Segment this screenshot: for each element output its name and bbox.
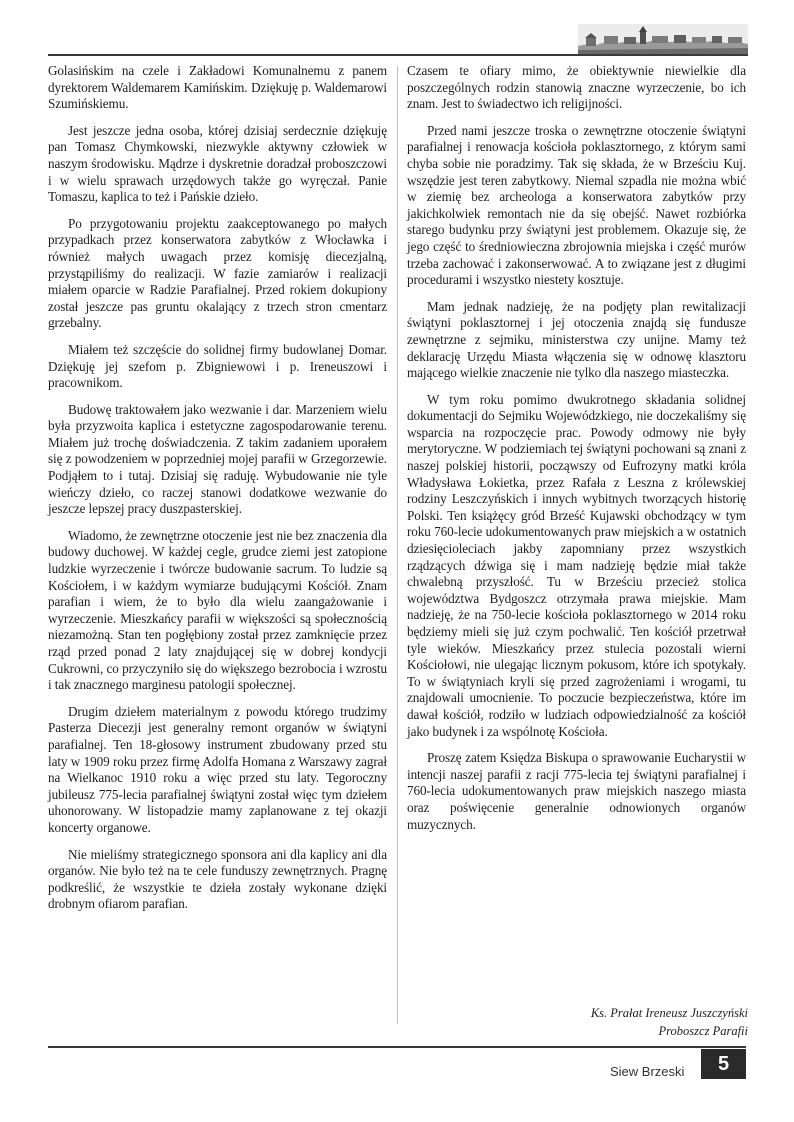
footer-rule (48, 1046, 746, 1048)
header-rule (48, 54, 748, 56)
paragraph: Nie mieliśmy strategicznego sponsora ani dla kaplicy ani dla organów. Nie było też na te cele funduszy zewnętrznych. Pragnę podkreślić, że wszystkie te dzieła zostały wykonane dzięki drobnym ofiarom parafian. (48, 846, 387, 912)
header-photo (578, 24, 748, 54)
signature (591, 1004, 748, 1040)
right-column (407, 63, 746, 833)
paragraph: Drugim dziełem materialnym z powodu którego trudzimy Pasterza Diecezji jest generalny remont organów w świątyni parafialnej. Ten 18-głosowy instrument zbudowany przed stu laty w 1909 roku przez firmę Adolfa Homana z Warszawy zagrał na Wielkanoc 1910 roku a więc przed stu laty. Tegoroczny jubileusz 775-lecia parafialnej świątyni został więc tym dziełem uhonorowany. W listopadzie mamy zaplanowane z tej okazji koncerty organowe. (48, 703, 387, 835)
signature-name: Ks. Prałat Ireneusz Juszczyński (590, 1006, 748, 1020)
paragraph: W tym roku pomimo dwukrotnego składania solidnej dokumentacji do Sejmiku Wojewódzkiego, nie doczekaliśmy się wsparcia na rozpoczęcie prac. Powody odmowy nie były merytoryczne. W podziemiach tej świątyni pochowani są znani z naszej polskiej historii, począwszy od Eufrozyny matki króla Władysława Łokietka, przez Rafała z Leszna z królewskiej rodziny Leszczyńskich i innych wybitnych tworzących historię Polski. Ten książęcy gród Brześć Kujawski obchodzący w tym roku 760-lecie udokumentowanych praw miejskich a w ostatnich dziesięcioleciach jakby zapomniany przez wszystkich rządzących dźwiga się i mam nadzieję będzie miał także chwalebną przyszłość. Tu w Brześciu przecież stolica województwa Bydgoszcz otrzymała prawa miejskie. Mam nadzieję, że na 750-lecie kościoła poklasztornego w 2014 roku będziemy mieli się już czym pochwalić. Ten kościół przetrwał tyle wieków. Mieszkańcy przez stulecia pozostali wierni Kościołowi, nie ulegając licznym pokusom, które ich spotykały. To w świątyniach kryli się przed zagrożeniami i wrogami, tu znajdowali umocnienie. To poczucie bezpieczeństwa, które im dawał kościół, rodziło w ludziach odpowiedzialność za kościół jako budynek i za wspólnotę Kościoła. (407, 391, 746, 739)
left-column (48, 63, 387, 923)
town-skyline-image (578, 24, 748, 54)
paragraph: Miałem też szczęście do solidnej firmy budowlanej Domar. Dziękuję jej szefom p. Zbigniewowi i p. Ireneuszowi i pracownikom. (48, 341, 387, 391)
paragraph: Po przygotowaniu projektu zaakceptowanego po małych przypadkach przez konserwatora zabytków z Włocławka i również małych uwagach przez komisję diecezjalną, przystąpiliśmy do realizacji. W fazie zamiarów i realizacji miałem oparcie w Radzie Parafialnej. Przed rokiem dokupiony został jeszcze pas gruntu okalający z trzech stron cmentarz grzebalny. (48, 215, 387, 331)
publication-name: Siew Brzeski (610, 1064, 685, 1079)
paragraph: Golasińskim na czele i Zakładowi Komunalnemu z panem dyrektorem Waldemarem Kamińskim. Dziękuję p. Waldemarowi Szumińskiemu. (48, 63, 387, 112)
paragraph: Proszę zatem Księdza Biskupa o sprawowanie Eucharystii w intencji naszej parafii z racji 775-lecia tej świątyni parafialnej i 760-lecia udokumentowanych praw miejskich naszego miasta oraz poświęcenie generalnie odnowionych organów muzycznych. (407, 750, 746, 832)
column-divider (397, 66, 398, 1024)
signature-role: Proboszcz Parafii (658, 1024, 748, 1038)
paragraph: Budowę traktowałem jako wezwanie i dar. Marzeniem wielu była przyzwoita kaplica i estetyczne zagospodarowanie terenu. Miałem już trochę doświadczenia. Z takim zadaniem uporałem się z powodzeniem w poprzedniej mojej parafii w Grzegorzewie. Podjąłem to i tutaj. Dzisiaj się raduję. Wybudowanie nie tyle wieńczy dzieło, co raczej stanowi dodatkowe wezwanie do jeszcze lepszej pracy duszpasterskiej. (48, 401, 387, 517)
paragraph: Przed nami jeszcze troska o zewnętrzne otoczenie świątyni parafialnej i renowacja kościoła poklasztornego, z którym sami chyba sobie nie poradzimy. Tak się składa, że w Brześciu Kuj. wszędzie jest teren zabytkowy. Niemal szpadla nie można wbić w ziemię bez archeologa a konserwatora zabytków przy jakichkolwiek remontach nie da się obejść. Nawet rozbiórka starego budynku przy świątyni jest problemem. Okazuje się, że jego część to średniowieczna zbrojownia miejska i część murów trzeba zachować i zakonserwować. A to związane jest z długimi procedurami i wszystko niestety kosztuje. (407, 122, 746, 288)
paragraph: Mam jednak nadzieję, że na podjęty plan rewitalizacji świątyni poklasztornej i jej otoczenia znajdą się fundusze zewnętrzne z sejmiku, ministerstwa czy unijne. Mamy też deklarację Urzędu Miasta włączenia się w odnowę klasztoru mającego wielkie znaczenie nie tylko dla naszego miasteczka. (407, 298, 746, 381)
paragraph: Jest jeszcze jedna osoba, której dzisiaj serdecznie dziękuję pan Tomasz Chymkowski, niezwykle aktywny człowiek w naszym środowisku. Mądrze i dyskretnie doradzał proboszczowi i w wielu sprawach urzędowych także go wyręczał. Panie Tomaszu, kaplica to też i Pańskie dzieło. (48, 122, 387, 205)
paragraph: Wiadomo, że zewnętrzne otoczenie jest nie bez znaczenia dla budowy duchowej. W każdej cegle, grudce ziemi jest zatopione ludzkie wyrzeczenie i twórcze budowanie sacrum. To ludzie są Kościołem, i w każdym wymiarze budującymi Kościół. Znam parafian i wiem, że to było dla wielu zaangażowanie i wyrzeczenie. Mieszkańcy parafii w większości są społecznością niezamożną. Stan ten pogłębiony został przez zamknięcie przez rząd przed ponad 2 laty znajdującej się w dobrej kondycji Cukrowni, co przyczyniło się do większego bezrobocia i wzrostu i tak znacznego marginesu patologii społecznej. (48, 527, 387, 693)
page-number: 5 (701, 1049, 746, 1079)
paragraph: Czasem te ofiary mimo, że obiektywnie niewielkie dla poszczególnych rodzin stanowią znaczne wyrzeczenie, bo ich znam. Jest to świadectwo ich religijności. (407, 63, 746, 112)
